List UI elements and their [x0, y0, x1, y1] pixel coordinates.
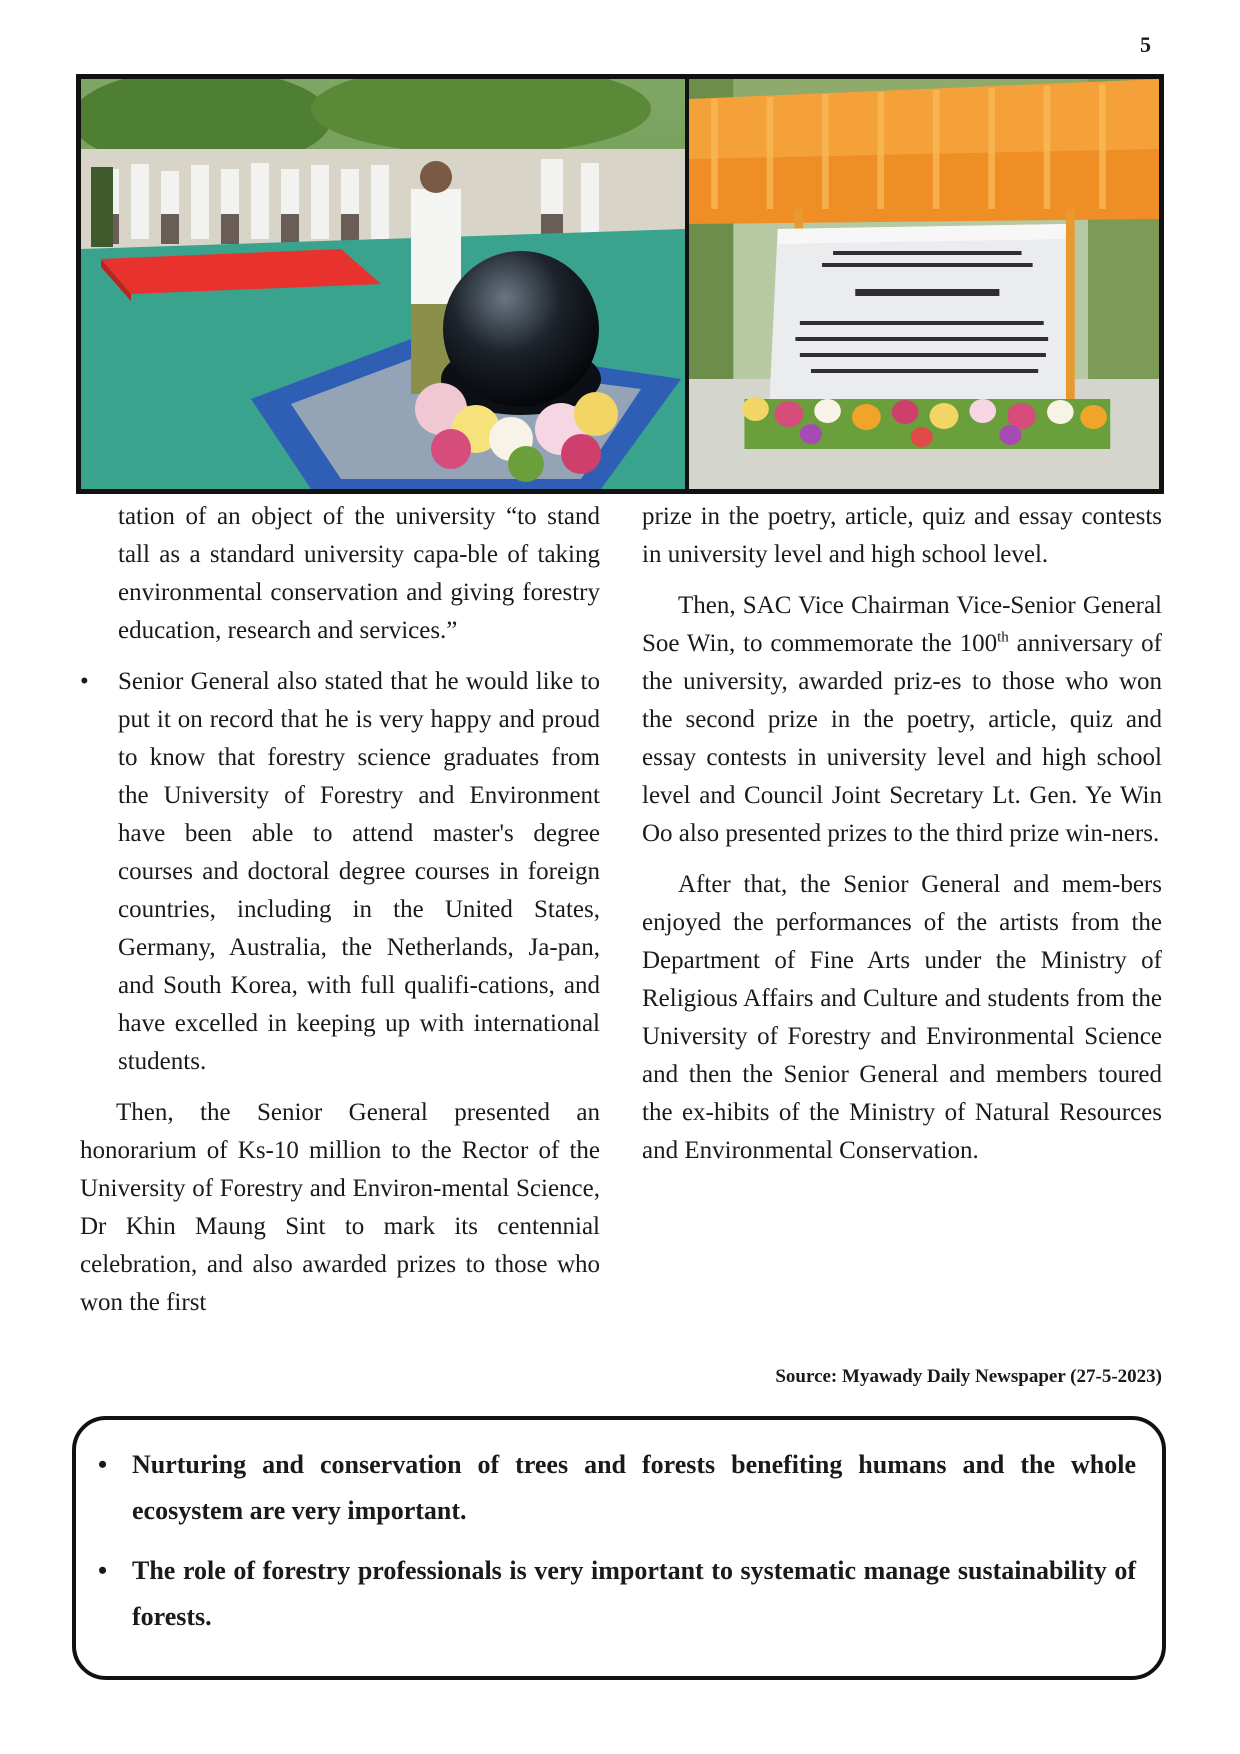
- continued-bullet-text: tation of an object of the university “to stand tall as a standard university capa-ble of taking environmental conservation and giving forestry education, research and services.”: [118, 503, 600, 644]
- bullet-dot: •: [80, 668, 89, 695]
- paragraph: Then, the Senior General presented an honorarium of Ks-10 million to the Rector of the University of Forestry and Environ-mental Science, Dr Khin Maung Sint to mark its centennial celebration, and also awarded prizes to those who won the first: [80, 1099, 600, 1316]
- page-number: 5: [1140, 32, 1151, 57]
- bullet-dot: •: [98, 1450, 108, 1479]
- paragraph: [642, 587, 1162, 853]
- key-point: [94, 1442, 1136, 1534]
- photo-strip: [76, 74, 1164, 494]
- key-points-box: [72, 1416, 1166, 1680]
- source-citation: Source: Myawady Daily Newspaper (27-5-2023): [775, 1366, 1162, 1387]
- paragraph-text: Then, SAC Vice Chairman Vice-Senior General Soe Win, to commemorate the 100: [642, 592, 1162, 657]
- bullet-item: [80, 663, 600, 1081]
- ceremony-photo: [81, 79, 685, 489]
- key-point-text: The role of forestry professionals is very important to systematic manage sustainability of forests.: [132, 1556, 1136, 1631]
- key-point-text: Nurturing and conservation of trees and forests benefiting humans and the whole ecosystem are very important.: [132, 1450, 1136, 1525]
- bullet-dot: •: [98, 1556, 108, 1585]
- memorial-stone-photo: [689, 79, 1159, 489]
- key-point: [94, 1548, 1136, 1640]
- paragraph-text: anniversary of the university, awarded priz-es to those who won the second prize in the poetry, article, quiz and essay contests in university level and high school level and Council Joint Secretary Lt. Gen. Ye Win Oo also presented prizes to the third prize win-ners.: [642, 630, 1162, 847]
- continued-paragraph: prize in the poetry, article, quiz and essay contests in university level and high school level.: [642, 503, 1162, 568]
- ordinal-suffix: th: [997, 629, 1009, 646]
- right-column: [642, 498, 1162, 1183]
- left-column: [80, 498, 600, 1335]
- paragraph: After that, the Senior General and mem-bers enjoyed the performances of the artists from the Department of Fine Arts under the Ministry of Religious Affairs and Culture and students from the University of Forestry and Environmental Science and then the Senior General and members toured the ex-hibits of the Ministry of Natural Resources and Environmental Conservation.: [642, 871, 1162, 1164]
- bullet-text: Senior General also stated that he would like to put it on record that he is very happy and proud to know that forestry science graduates from the University of Forestry and Environment have been able to attend master's degree courses and doctoral degree courses in foreign countries, including in the United States, Germany, Australia, the Netherlands, Ja-pan, and South Korea, with full qualifi-cations, and have excelled in keeping up with international students.: [118, 668, 600, 1075]
